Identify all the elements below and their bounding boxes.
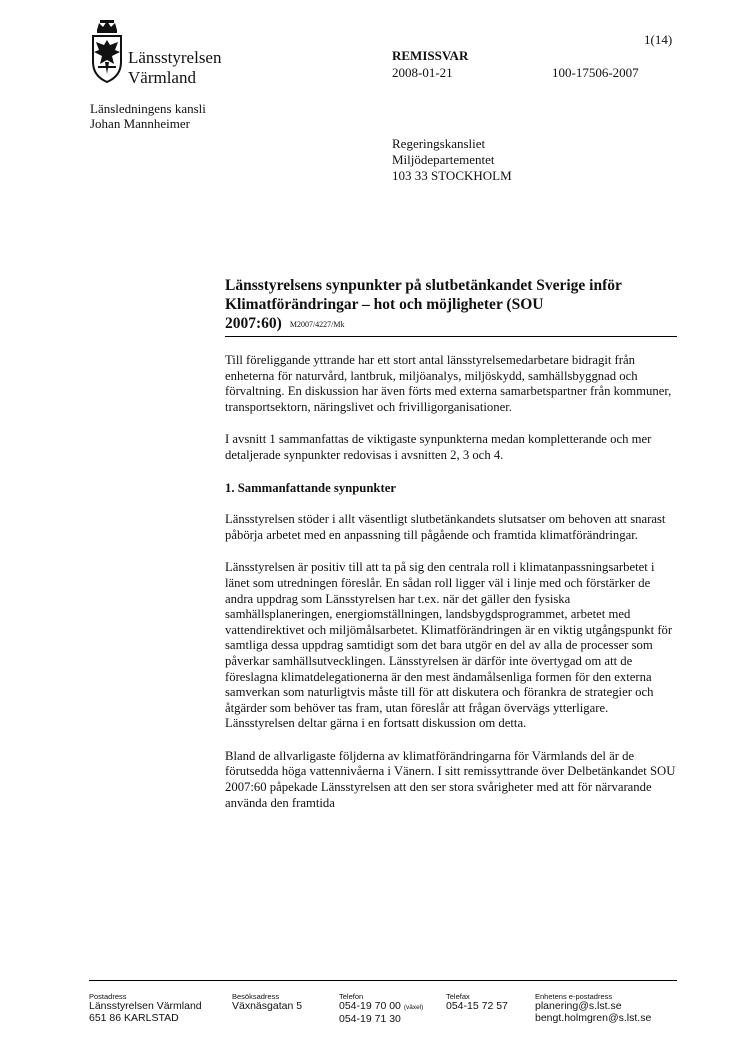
recipient-line: Regeringskansliet: [392, 136, 486, 151]
footer-divider: [89, 980, 677, 981]
contact-person: Johan Mannheimer: [90, 116, 191, 131]
paragraph: Länsstyrelsen stöder i allt väsentligt slutbetänkandets slutsatser om behoven att snarast påbörja arbetet med en anpassning till pågående och framtida klimatförändringar.: [225, 512, 666, 542]
footer-label: Telefon: [339, 992, 364, 1001]
footer-label: Besöksadress: [232, 992, 280, 1001]
paragraph: Till föreliggande yttrande har ett stort antal länsstyrelsemedarbetare bidragit från enheterna för naturvård, lantbruk, miljöanalys, miljöskydd, samhällsbyggnad och förvaltning. En diskussion har även förts med externa samarbetspartner från kommuner, transportsektorn, näringslivet och frivilligorganisationer.: [225, 353, 672, 414]
email-link[interactable]: bengt.holmgren@s.lst.se: [535, 1011, 652, 1024]
reference-number: 100-17506-2007: [552, 65, 639, 80]
footer-value: 054-15 72 57: [446, 1000, 508, 1012]
sender-block: [90, 101, 206, 131]
document-date: 2008-01-21: [392, 65, 453, 80]
document-type: REMISSVAR: [392, 48, 469, 63]
footer-value: [339, 1001, 423, 1014]
document-title: [225, 276, 645, 334]
footer-email: [535, 992, 651, 1024]
recipient-line: 103 33 STOCKHOLM: [392, 168, 512, 183]
agency-logo: [90, 18, 230, 98]
phone-note: (växel): [403, 1004, 424, 1011]
paragraph: Länsstyrelsen är positiv till att ta på sig den centrala roll i klimatanpassningsarbetet i länet som utredningen föreslår. En sådan roll ligger väl i linje med och förstärker de andra uppdrag som Länsstyrelsen har t.ex. när det gäller den fysiska samhällsplaneringen, energiomställningen, landsbygdsprogrammet, arbetet med vattendirektivet och miljömålsarbetet. Klimatförändringen är en viktig utgångspunkt för samtliga dessa uppdrag samtidigt som det bara utgör en del av alla de processer som påverkar samhällsutvecklingen. Länsstyrelsen är därför inte övertygad om att de föreslagna klimatdelegationerna är den mest ändamålsenliga formen för den externa samverkan som naturligtvis måste till för att diskutera och förankra de strategier och åtgärder som behöver tas fram, utan föreslår att frågan övervägs ytterligare. Länsstyrelsen deltar gärna i en fortsatt diskussion om detta.: [225, 560, 673, 731]
coat-of-arms-icon: [90, 18, 124, 86]
title-divider: [225, 336, 677, 337]
footer-fax: [446, 992, 508, 1013]
recipient-address: [392, 136, 512, 184]
footer-value: Länsstyrelsen Värmland: [89, 1000, 202, 1012]
footer-postal: [89, 992, 202, 1024]
footer-visit: [232, 992, 302, 1013]
paragraph: Bland de allvarligaste följderna av klimatförändringarna för Värmlands del är de förutsedda höga vattennivåerna i Vänern. I sitt remissyttrande över Delbetänkandet SOU 2007:60 påpekade Länsstyrelsen att den ser stora svårigheter med att för närvarande använda den framtida: [225, 748, 676, 810]
page-number: 1(14): [644, 32, 673, 47]
section-heading: 1. Sammanfattande synpunkter: [225, 480, 396, 495]
footer-value: 054-19 71 30: [339, 1012, 401, 1025]
title-text: Länsstyrelsens synpunkter på slutbetänkandet Sverige inför Klimatförändringar – hot och möjligheter (SOU 2007:60): [225, 277, 622, 332]
footer-phone: [339, 992, 423, 1025]
email-link[interactable]: planering@s.lst.se: [535, 1000, 622, 1012]
phone-number: 054-19 70 00: [339, 1000, 401, 1012]
org-name-line1: Länsstyrelsen: [128, 48, 222, 67]
footer-label: Enhetens e-postadress: [535, 992, 613, 1001]
footer-value: Växnäsgatan 5: [232, 1000, 303, 1012]
department: Länsledningens kansli: [90, 101, 206, 116]
footer-label: Postadress: [89, 992, 127, 1001]
recipient-line: Miljödepartementet: [392, 152, 495, 167]
org-name-line2: Värmland: [128, 68, 196, 87]
title-reference: M2007/4227/Mk: [289, 320, 345, 329]
footer-label: Telefax: [446, 992, 470, 1001]
body-text: [225, 353, 680, 828]
paragraph: I avsnitt 1 sammanfattas de viktigaste synpunkterna medan kompletterande och mer detaljerade synpunkter redovisas i avsnitten 2, 3 och 4.: [225, 432, 652, 462]
footer-value: 651 86 KARLSTAD: [89, 1011, 179, 1024]
